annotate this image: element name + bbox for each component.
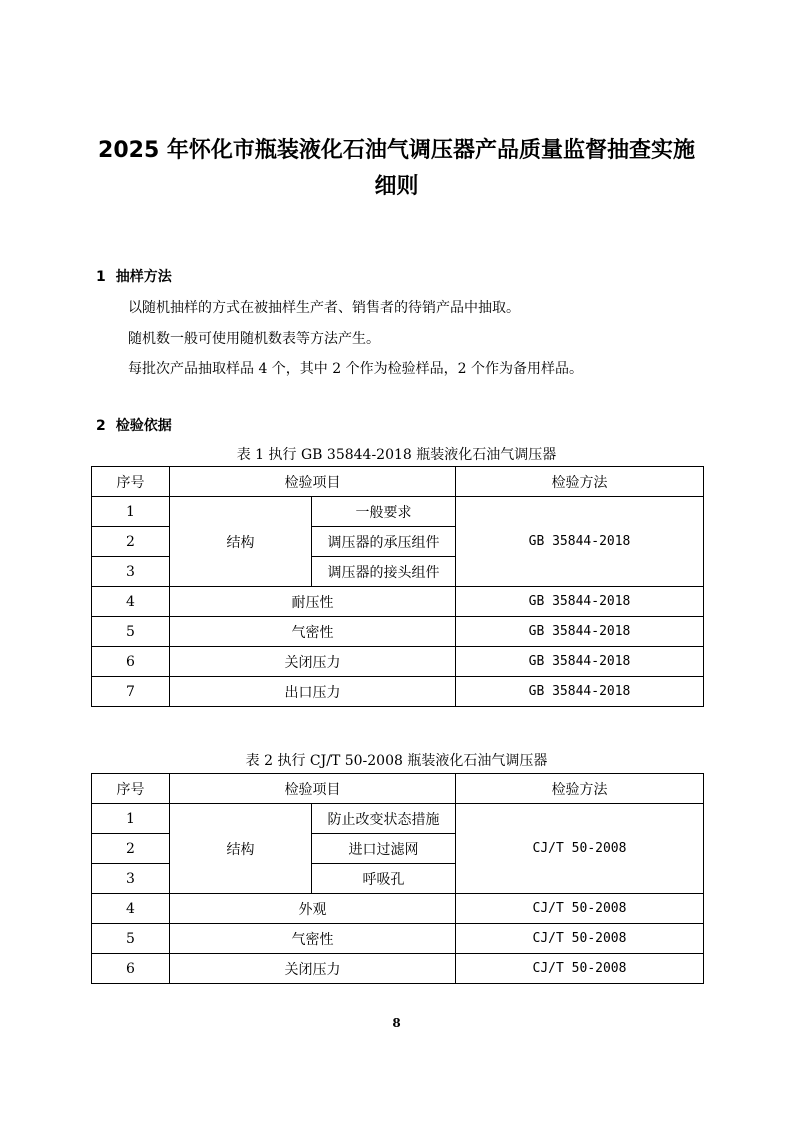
item-cell: 外观 <box>170 894 456 924</box>
table-row <box>92 924 704 954</box>
table-row <box>92 617 704 647</box>
page-number: 8 <box>392 1016 401 1030</box>
document-title: 2025 年怀化市瓶装液化石油气调压器产品质量监督抽查实施细则 <box>98 138 695 199</box>
item-cell: 调压器的承压组件 <box>312 527 456 557</box>
section-title: 检验依据 <box>115 418 172 434</box>
row-number: 1 <box>92 804 170 834</box>
table-row <box>92 804 704 834</box>
row-number: 1 <box>92 497 170 527</box>
item-cell: 防止改变状态措施 <box>312 804 456 834</box>
table-row <box>92 587 704 617</box>
table2-caption: 表 2 执行 CJ/T 50-2008 瓶装液化石油气调压器 <box>245 753 548 769</box>
item-cell: 气密性 <box>170 924 456 954</box>
paragraph: 随机数一般可使用随机数表等方法产生。 <box>128 331 380 347</box>
header-cell: 检验项目 <box>170 467 456 497</box>
item-cell: 进口过滤网 <box>312 834 456 864</box>
table-row <box>92 647 704 677</box>
row-number: 4 <box>92 587 170 617</box>
header-cell: 检验方法 <box>456 774 704 804</box>
header-cell: 检验项目 <box>170 774 456 804</box>
header-cell: 检验方法 <box>456 467 704 497</box>
item-cell: 耐压性 <box>170 587 456 617</box>
method-cell: GB 35844-2018 <box>456 497 704 587</box>
header-cell: 序号 <box>92 467 170 497</box>
section-heading-basis <box>96 417 172 435</box>
header-cell: 序号 <box>92 774 170 804</box>
method-cell: CJ/T 50-2008 <box>456 924 704 954</box>
table-row <box>92 954 704 984</box>
method-cell: GB 35844-2018 <box>456 677 704 707</box>
table-header-row <box>92 467 704 497</box>
row-number: 3 <box>92 864 170 894</box>
paragraph: 以随机抽样的方式在被抽样生产者、销售者的待销产品中抽取。 <box>128 300 520 316</box>
row-number: 5 <box>92 924 170 954</box>
group-label: 结构 <box>170 497 312 587</box>
item-cell: 出口压力 <box>170 677 456 707</box>
table1 <box>91 466 704 707</box>
row-number: 2 <box>92 527 170 557</box>
table-row <box>92 497 704 527</box>
table-row <box>92 677 704 707</box>
method-cell: CJ/T 50-2008 <box>456 894 704 924</box>
method-cell: GB 35844-2018 <box>456 617 704 647</box>
row-number: 3 <box>92 557 170 587</box>
table-row <box>92 894 704 924</box>
table-header-row <box>92 774 704 804</box>
section-number: 1 <box>96 269 106 285</box>
row-number: 4 <box>92 894 170 924</box>
item-cell: 呼吸孔 <box>312 864 456 894</box>
row-number: 6 <box>92 647 170 677</box>
section-number: 2 <box>96 418 106 434</box>
method-cell: CJ/T 50-2008 <box>456 804 704 894</box>
method-cell: GB 35844-2018 <box>456 587 704 617</box>
item-cell: 气密性 <box>170 617 456 647</box>
row-number: 7 <box>92 677 170 707</box>
row-number: 5 <box>92 617 170 647</box>
section-heading-sampling <box>96 268 172 286</box>
method-cell: CJ/T 50-2008 <box>456 954 704 984</box>
section-title: 抽样方法 <box>115 269 172 285</box>
table2 <box>91 773 704 984</box>
row-number: 2 <box>92 834 170 864</box>
item-cell: 关闭压力 <box>170 954 456 984</box>
item-cell: 调压器的接头组件 <box>312 557 456 587</box>
item-cell: 一般要求 <box>312 497 456 527</box>
paragraph: 每批次产品抽取样品 4 个，其中 2 个作为检验样品，2 个作为备用样品。 <box>128 361 583 377</box>
table1-caption: 表 1 执行 GB 35844-2018 瓶装液化石油气调压器 <box>236 447 557 463</box>
method-cell: GB 35844-2018 <box>456 647 704 677</box>
item-cell: 关闭压力 <box>170 647 456 677</box>
row-number: 6 <box>92 954 170 984</box>
group-label: 结构 <box>170 804 312 894</box>
